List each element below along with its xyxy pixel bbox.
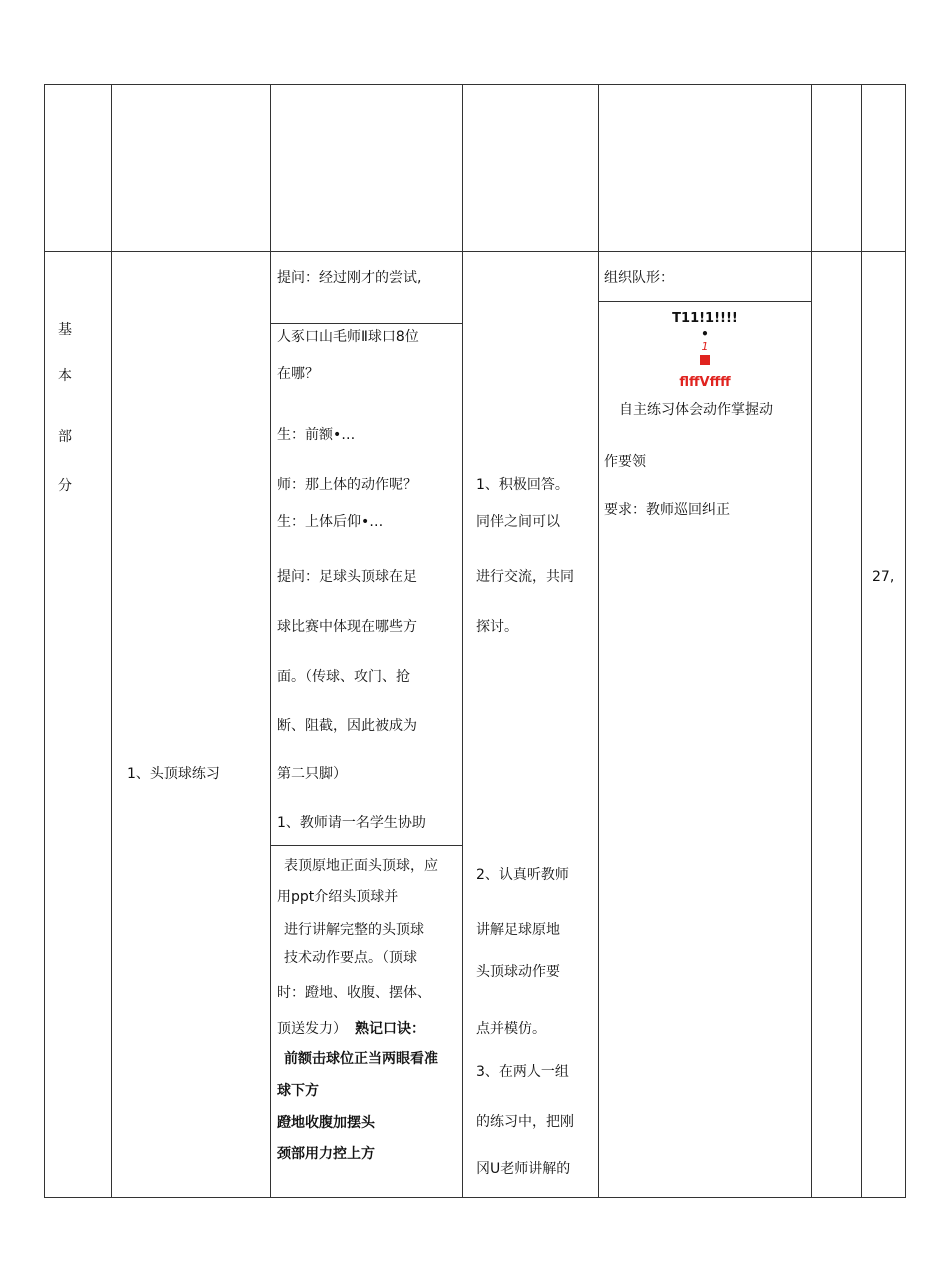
student-line: 同伴之间可以 <box>476 514 560 530</box>
col-border-7 <box>905 84 906 1198</box>
student-line: 点并模仿。 <box>476 1021 546 1037</box>
teacher-line-mnemonic: 颈部用力控上方 <box>277 1146 375 1162</box>
teacher-line-mnemonic: 蹬地收腹加摆头 <box>277 1115 375 1131</box>
organization-cell-divider <box>598 301 811 302</box>
student-line: 1、积极回答。 <box>476 477 569 493</box>
col-border-3 <box>462 84 463 1198</box>
teacher-line: 师：那上体的动作呢？ <box>277 477 417 493</box>
section-label-char: 分 <box>58 478 72 494</box>
teacher-cell-divider-2 <box>270 845 462 846</box>
student-line: 2、认真听教师 <box>476 867 569 883</box>
col-border-2 <box>270 84 271 1198</box>
col-border-4 <box>598 84 599 1198</box>
teacher-line: 球比赛中体现在哪些方 <box>277 619 417 635</box>
col-border-0 <box>44 84 45 1198</box>
teacher-line: 在哪？ <box>277 366 319 382</box>
teacher-line: 断、阻截，因此被成为 <box>277 718 417 734</box>
teacher-line: 用ppt介绍头顶球并 <box>277 889 399 905</box>
organization-line: 自主练习体会动作掌握动 <box>619 402 773 418</box>
teacher-line: 面。（传球、攻门、抢 <box>277 669 410 685</box>
teacher-line: 进行讲解完整的头顶球 <box>284 922 424 938</box>
teacher-line: 提问：经过刚才的尝试, <box>277 270 422 286</box>
teacher-position-marker <box>700 355 710 365</box>
time-value: 27, <box>872 569 895 585</box>
section-label-char: 基 <box>58 322 72 338</box>
row-divider <box>44 251 906 252</box>
student-line: 探讨。 <box>476 619 518 635</box>
teacher-line: 第二只脚） <box>277 766 347 782</box>
organization-line: 作要领 <box>604 454 646 470</box>
formation-number: 1 <box>701 340 709 353</box>
section-label-char: 本 <box>58 368 72 384</box>
teacher-line: 提问：足球头顶球在足 <box>277 569 417 585</box>
student-line: 的练习中，把刚 <box>476 1114 574 1130</box>
section-label-char: 部 <box>58 429 72 445</box>
col-border-6 <box>861 84 862 1198</box>
table-bottom-border <box>44 1197 906 1198</box>
content-item: 1、头顶球练习 <box>127 766 220 782</box>
teacher-line-mnemonic: 球下方 <box>277 1083 319 1099</box>
col-border-5 <box>811 84 812 1198</box>
teacher-line: 技术动作要点。（顶球 <box>284 950 417 966</box>
organization-header: 组织队形： <box>604 270 674 286</box>
teacher-line: 时：蹬地、收腹、摆体、 <box>277 985 431 1001</box>
student-line: 头顶球动作要 <box>476 964 560 980</box>
teacher-line: 1、教师请一名学生协助 <box>277 815 426 831</box>
teacher-line: 顶送发力） <box>277 1021 347 1037</box>
teacher-line: 生：前额•… <box>277 427 356 443</box>
formation-top-row: T11!1!!!! <box>672 311 738 326</box>
teacher-line-mnemonic-label: 熟记口诀： <box>355 1021 425 1037</box>
teacher-line: 生：上体后仰•… <box>277 514 384 530</box>
student-line: 冈U老师讲解的 <box>476 1161 571 1177</box>
student-line: 进行交流，共同 <box>476 569 574 585</box>
student-line: 讲解足球原地 <box>476 922 560 938</box>
teacher-line: 表顶原地正面头顶球，应 <box>284 858 438 874</box>
teacher-cell-divider-1 <box>270 323 462 324</box>
table-top-border <box>44 84 906 85</box>
teacher-line-mnemonic: 前额击球位正当两眼看准 <box>284 1051 438 1067</box>
formation-bottom-row: flffVffff <box>679 375 731 390</box>
student-line: 3、在两人一组 <box>476 1064 569 1080</box>
formation-dot: • <box>701 327 709 341</box>
teacher-line: 人豖口山毛师Ⅱ球口8位 <box>277 329 419 345</box>
col-border-1 <box>111 84 112 1198</box>
organization-line: 要求：教师巡回纠正 <box>604 502 730 518</box>
